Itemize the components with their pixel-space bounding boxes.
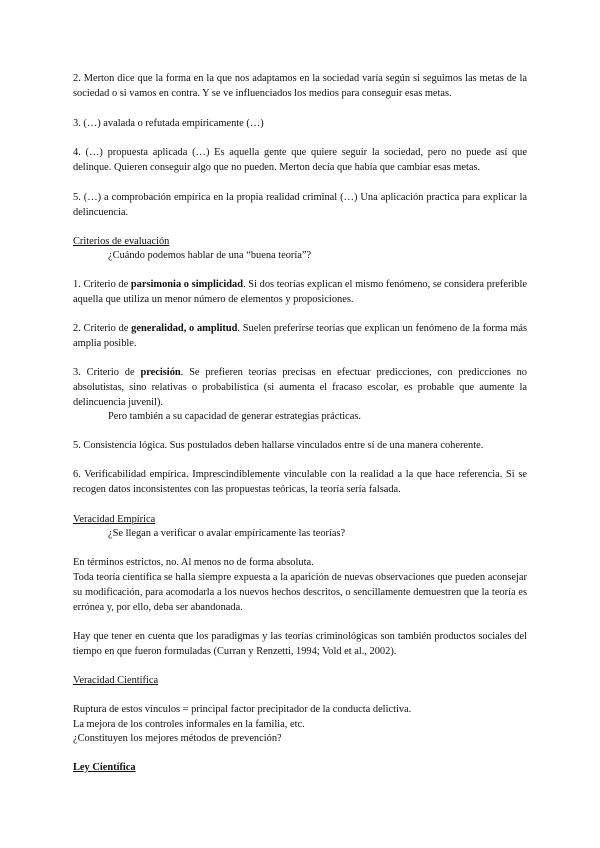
section-heading-veracidad-empirica: Veracidad Empírica bbox=[73, 514, 156, 525]
criterio-1: 1. Criterio de parsimonia o simplicidad. Si dos teorías explican el mismo fenómeno, se considera preferible aquella que utiliza un menor número de elementos y proposiciones. bbox=[73, 279, 527, 305]
criterio-5: 5. Consistencia lógica. Sus postulados deben hallarse vinculados entre sí de una manera coherente. bbox=[73, 440, 484, 451]
criterios-question: ¿Cuándo podemos hablar de una “buena teoría”? bbox=[108, 250, 312, 261]
paragraph-2: 2. Merton dice que la forma en la que nos adaptamos en la sociedad varía según si seguimos las metas de la sociedad o si vamos en contra. Y se ve influenciados los medios para conseguir esas metas. bbox=[73, 73, 527, 99]
veracidad-cientifica-line-1: Ruptura de estos vínculos = principal factor precipitador de la conducta delictiva. bbox=[73, 704, 412, 715]
veracidad-empirica-paragraph: Hay que tener en cuenta que los paradigmas y las teorías criminológicas son también productos sociales del tiempo en que fueron formuladas (Curran y Renzetti, 1994; Vold et al., 2002). bbox=[73, 631, 527, 657]
veracidad-empirica-question: ¿Se llegan a verificar o avalar empíricamente las teorías? bbox=[108, 528, 346, 539]
section-heading-veracidad-cientifica: Veracidad Científica bbox=[73, 675, 159, 686]
criterio-2-term: generalidad, o amplitud bbox=[131, 323, 238, 334]
criterio-6: 6. Verificabilidad empírica. Imprescindiblemente vinculable con la realidad a la que hace referencia. Si se recogen datos inconsistentes con las propuestas teóricas, la teoría sería falsada. bbox=[73, 469, 527, 495]
criterio-3-extra: Pero también a su capacidad de generar estrategias prácticas. bbox=[108, 411, 362, 422]
criterio-1-term: parsimonia o simplicidad bbox=[130, 279, 244, 290]
veracidad-empirica-line-2: Toda teoría científica se halla siempre expuesta a la aparición de nuevas observaciones que pueden aconsejar su modificación, para acomodarla a los nuevos hechos descritos, o sencillamente demuestren que la teoría es errónea y, por ello, deba ser abandonada. bbox=[73, 572, 527, 613]
paragraph-3: 3. (…) avalada o refutada empíricamente (…) bbox=[73, 118, 264, 129]
section-heading-criterios: Criterios de evaluación bbox=[73, 236, 170, 247]
criterio-3: 3. Criterio de precisión. Se prefieren teorías precisas en efectuar predicciones, con predicciones no absolutistas, sino relativas o probabilística (si aumenta el fracaso escolar, es probable que aumente la delincuencia juvenil). bbox=[73, 367, 527, 408]
veracidad-cientifica-line-2: La mejora de los controles informales en la familia, etc. bbox=[73, 719, 305, 730]
section-heading-ley-cientifica: Ley Científica bbox=[73, 762, 136, 773]
veracidad-empirica-line-1: En términos estrictos, no. Al menos no de forma absoluta. bbox=[73, 557, 314, 568]
paragraph-4: 4. (…) propuesta aplicada (…) Es aquella gente que quiere seguir la sociedad, pero no puede así que delinque. Quieren conseguir algo que no pueden. Merton decía que había que cambiar esas metas. bbox=[73, 147, 527, 173]
criterio-3-term: precisión bbox=[140, 367, 181, 378]
veracidad-cientifica-line-3: ¿Constituyen los mejores métodos de prevención? bbox=[73, 733, 282, 744]
paragraph-5: 5. (…) a comprobación empírica en la propia realidad criminal (…) Una aplicación practica para explicar la delincuencia. bbox=[73, 192, 527, 218]
criterio-2: 2. Criterio de generalidad, o amplitud. Suelen preferirse teorías que explican un fenómeno de la forma más amplia posible. bbox=[73, 323, 527, 349]
